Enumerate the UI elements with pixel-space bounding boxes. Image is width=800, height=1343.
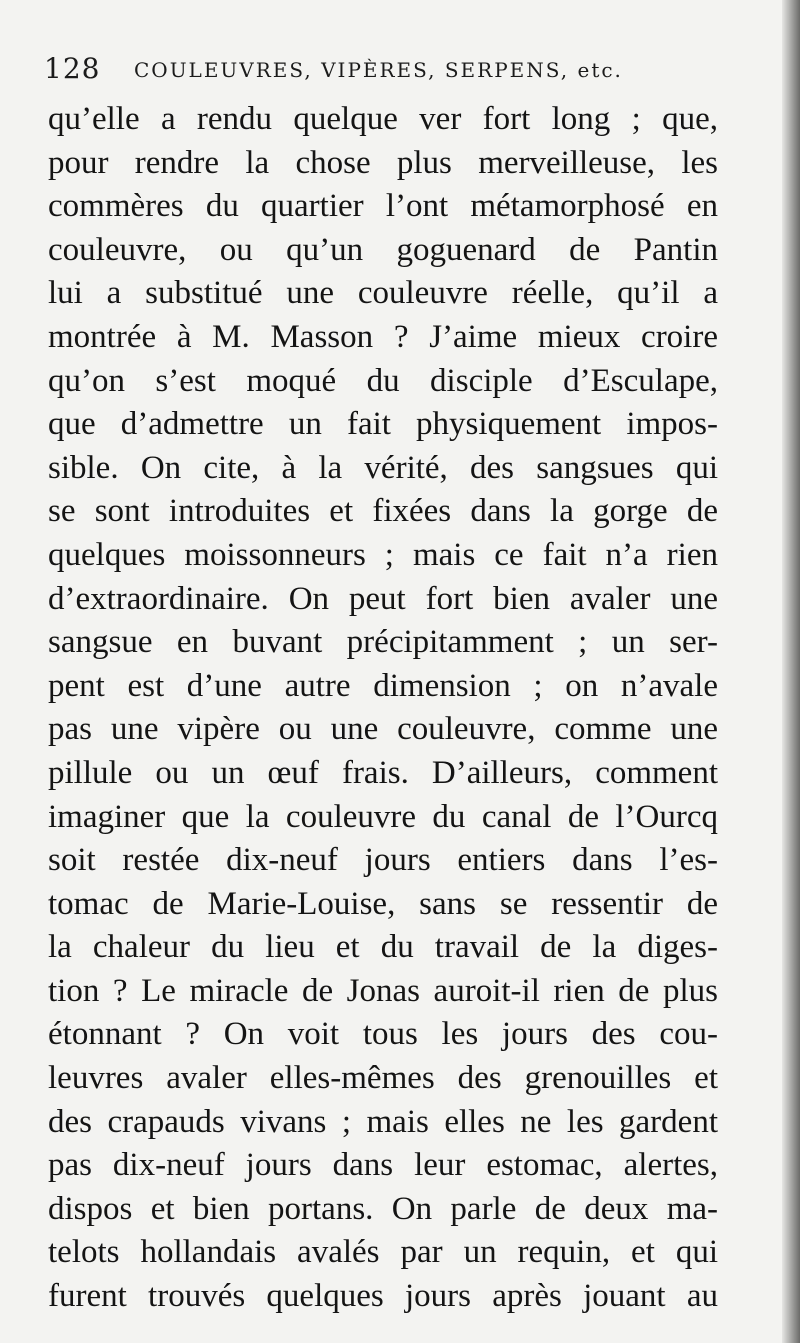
text-line: dispos et bien portans. On parle de deux ma- (48, 1190, 718, 1227)
body-text (48, 98, 718, 1319)
text-line: leuvres avaler elles-mêmes des grenouilles et (48, 1060, 718, 1097)
text-line: qu’elle a rendu quelque ver fort long ; que, (48, 101, 718, 137)
text-line: que d’admettre un fait physiquement impos- (48, 406, 718, 443)
text-line: la chaleur du lieu et du travail de la diges- (48, 929, 718, 966)
page-header (44, 52, 734, 92)
text-line: soit restée dix-neuf jours entiers dans l’es- (48, 842, 718, 879)
text-line: se sont introduites et fixées dans la gorge de (48, 493, 718, 530)
text-line: pent est d’une autre dimension ; on n’avale (48, 667, 718, 704)
text-line: qu’on s’est moqué du disciple d’Esculape, (48, 362, 718, 399)
text-line: d’extraordinaire. On peut fort bien avaler une (48, 580, 718, 617)
page-number: 128 (44, 52, 101, 85)
page-edge-shadow (782, 0, 800, 1343)
text-line: commères du quartier l’ont métamorphosé en (48, 188, 718, 225)
text-line: pas une vipère ou une couleuvre, comme une (48, 711, 718, 748)
text-line: couleuvre, ou qu’un goguenard de Pantin (48, 231, 718, 268)
text-line: des crapauds vivans ; mais elles ne les gardent (48, 1103, 718, 1140)
text-line: pillule ou un œuf frais. D’ailleurs, comment (48, 754, 718, 791)
text-line: étonnant ? On voit tous les jours des cou- (48, 1016, 718, 1053)
text-line: sible. On cite, à la vérité, des sangsues qui (48, 449, 718, 486)
text-line: furent trouvés quelques jours après jouant au (48, 1278, 718, 1315)
text-line: tion ? Le miracle de Jonas auroit-il rien de plus (48, 972, 718, 1009)
text-line: sangsue en buvant précipitamment ; un ser- (48, 624, 718, 661)
text-line: lui a substitué une couleuvre réelle, qu’il a (48, 275, 718, 312)
text-line: pas dix-neuf jours dans leur estomac, alertes, (48, 1147, 718, 1184)
text-line: telots hollandais avalés par un requin, et qui (48, 1234, 718, 1271)
running-title: COULEUVRES, VIPÈRES, SERPENS, etc. (134, 58, 623, 82)
text-line: quelques moissonneurs ; mais ce fait n’a rien (48, 536, 718, 573)
text-line: montrée à M. Masson ? J’aime mieux croire (48, 318, 718, 355)
text-line: pour rendre la chose plus merveilleuse, les (48, 144, 718, 181)
text-line: tomac de Marie-Louise, sans se ressentir de (48, 885, 718, 922)
text-line: imaginer que la couleuvre du canal de l’Ourcq (48, 798, 718, 835)
